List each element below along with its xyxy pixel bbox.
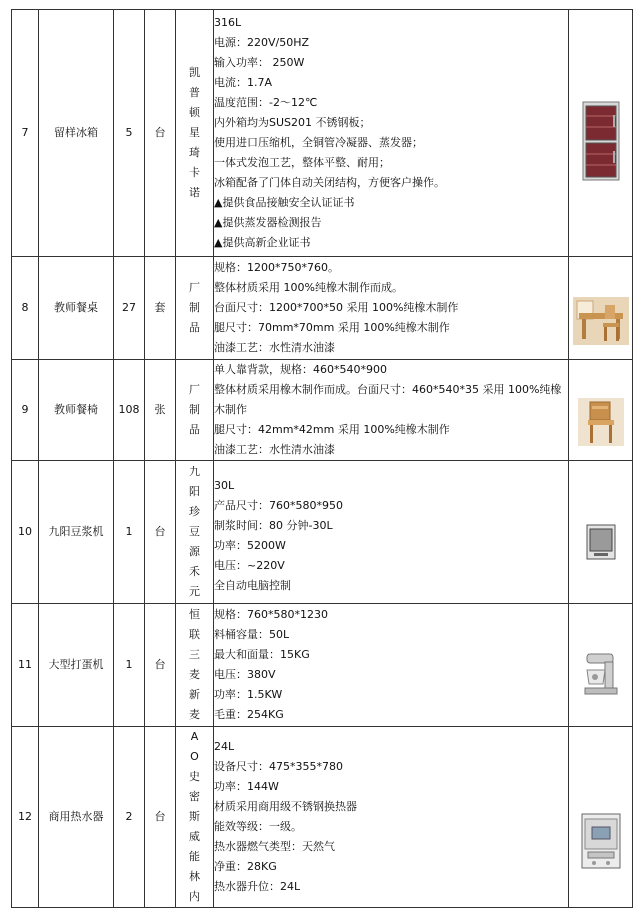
dining-chair-image <box>578 398 624 446</box>
spec-line: 功率：144W <box>214 780 279 793</box>
spec-line: 热水器燃气类型：天然气 <box>214 840 335 853</box>
equipment-spec-table <box>11 9 633 908</box>
spec-line: 冰箱配备了门体自动关闭结构，方便客户操作。 <box>214 176 445 189</box>
spec-line: 设备尺寸：475*355*780 <box>214 760 343 773</box>
spec-line: 功率：5200W <box>214 539 286 552</box>
item-brand <box>176 257 214 360</box>
table-row <box>12 10 633 257</box>
brand-text: 恒联三麦新麦 <box>189 608 200 721</box>
spec-line: 内外箱均为SUS201 不锈钢板； <box>214 116 371 129</box>
spec-line: 电流：1.7A <box>214 76 273 89</box>
spec-line: 料桶容量：50L <box>214 628 290 641</box>
item-brand <box>176 10 214 257</box>
item-brand <box>176 727 214 908</box>
spec-line: 电源：220V/50HZ <box>214 36 310 49</box>
table-row <box>12 604 633 727</box>
product-image-cell <box>569 727 633 908</box>
item-spec <box>214 360 569 461</box>
row-number: 10 <box>12 461 39 604</box>
row-number: 9 <box>12 360 39 461</box>
row-number: 7 <box>12 10 39 257</box>
product-image-cell <box>569 257 633 360</box>
spec-line: 整体材质采用 100%纯橡木制作而成。 <box>214 281 403 294</box>
item-spec <box>214 10 569 257</box>
item-unit: 台 <box>145 604 176 727</box>
spec-line: 输入功率： 250W <box>214 56 305 69</box>
dining-table-image <box>573 297 629 345</box>
spec-line: 产品尺寸：760*580*950 <box>214 499 343 512</box>
spec-line: 能效等级：一级。 <box>214 820 302 833</box>
brand-text: 厂制品 <box>189 383 200 436</box>
spec-line: ▲提供蒸发器检测报告 <box>214 216 322 229</box>
spec-line: 腿尺寸：42mm*42mm 采用 100%纯橡木制作 <box>214 423 450 436</box>
spec-line: 全自动电脑控制 <box>214 579 291 592</box>
product-image-cell <box>569 604 633 727</box>
item-unit: 台 <box>145 727 176 908</box>
spec-line: 温度范围：-2～12℃ <box>214 96 318 109</box>
item-unit: 套 <box>145 257 176 360</box>
spec-line: 规格：1200*750*760。 <box>214 261 339 274</box>
row-number: 11 <box>12 604 39 727</box>
item-unit: 张 <box>145 360 176 461</box>
item-name: 教师餐椅 <box>39 360 114 461</box>
table-row <box>12 727 633 908</box>
spec-line: 腿尺寸：70mm*70mm 采用 100%纯橡木制作 <box>214 321 450 334</box>
spec-line: ▲提供食品接触安全认证证书 <box>214 196 355 209</box>
item-quantity: 5 <box>114 10 145 257</box>
spec-line: 电压：~220V <box>214 559 285 572</box>
item-quantity: 2 <box>114 727 145 908</box>
table-row <box>12 360 633 461</box>
spec-line: 单人靠背款，规格：460*540*900 <box>214 363 387 376</box>
item-quantity: 1 <box>114 604 145 727</box>
spec-line: 规格：760*580*1230 <box>214 608 328 621</box>
spec-line: 台面尺寸：1200*700*50 采用 100%纯橡木制作 <box>214 301 459 314</box>
spec-line: 油漆工艺：水性清水油漆 <box>214 341 335 354</box>
spec-line: 电压：380V <box>214 668 276 681</box>
spec-line: 制浆时间：80 分钟-30L <box>214 519 333 532</box>
spec-line: 毛重：254KG <box>214 708 284 721</box>
egg-beater-image <box>581 652 621 698</box>
spec-line: 热水器升位：24L <box>214 880 301 893</box>
item-name: 留样冰箱 <box>39 10 114 257</box>
spec-line: 整体材质采用橡木制作而成。台面尺寸：460*540*35 采用 100%纯橡木制作 <box>214 383 562 416</box>
spec-line: 最大和面量：15KG <box>214 648 310 661</box>
item-spec <box>214 257 569 360</box>
item-quantity: 27 <box>114 257 145 360</box>
item-brand <box>176 360 214 461</box>
product-image-cell <box>569 461 633 604</box>
product-image-cell <box>569 360 633 461</box>
item-spec <box>214 461 569 604</box>
refrigerator-image <box>581 101 621 183</box>
spec-line: ▲提供高新企业证书 <box>214 236 311 249</box>
brand-text: 凯普顿星琦卡诺 <box>189 66 200 199</box>
item-quantity: 108 <box>114 360 145 461</box>
item-brand <box>176 461 214 604</box>
product-image-cell <box>569 10 633 257</box>
item-quantity: 1 <box>114 461 145 604</box>
row-number: 8 <box>12 257 39 360</box>
spec-line: 一体式发泡工艺，整体平整、耐用； <box>214 156 390 169</box>
brand-text: 九阳珍豆源禾元 <box>189 465 200 598</box>
spec-line: 30L <box>214 479 235 492</box>
item-name: 大型打蛋机 <box>39 604 114 727</box>
item-name: 九阳豆浆机 <box>39 461 114 604</box>
soymilk-machine-image <box>586 524 616 560</box>
brand-text: AO史密斯威能林内 <box>189 730 200 903</box>
brand-text: 厂制品 <box>189 281 200 334</box>
item-spec <box>214 727 569 908</box>
spec-line: 净重：28KG <box>214 860 277 873</box>
spec-line: 油漆工艺：水性清水油漆 <box>214 443 335 456</box>
spec-line: 功率：1.5KW <box>214 688 283 701</box>
spec-line: 316L <box>214 16 242 29</box>
item-unit: 台 <box>145 461 176 604</box>
item-unit: 台 <box>145 10 176 257</box>
table-row <box>12 257 633 360</box>
water-heater-image <box>580 813 622 871</box>
item-spec <box>214 604 569 727</box>
table-row <box>12 461 633 604</box>
item-name: 商用热水器 <box>39 727 114 908</box>
item-name: 教师餐桌 <box>39 257 114 360</box>
item-brand <box>176 604 214 727</box>
spec-line: 24L <box>214 740 235 753</box>
spec-line: 使用进口压缩机，全铜管冷凝器、蒸发器； <box>214 136 423 149</box>
row-number: 12 <box>12 727 39 908</box>
spec-line: 材质采用商用级不锈钢换热器 <box>214 800 357 813</box>
